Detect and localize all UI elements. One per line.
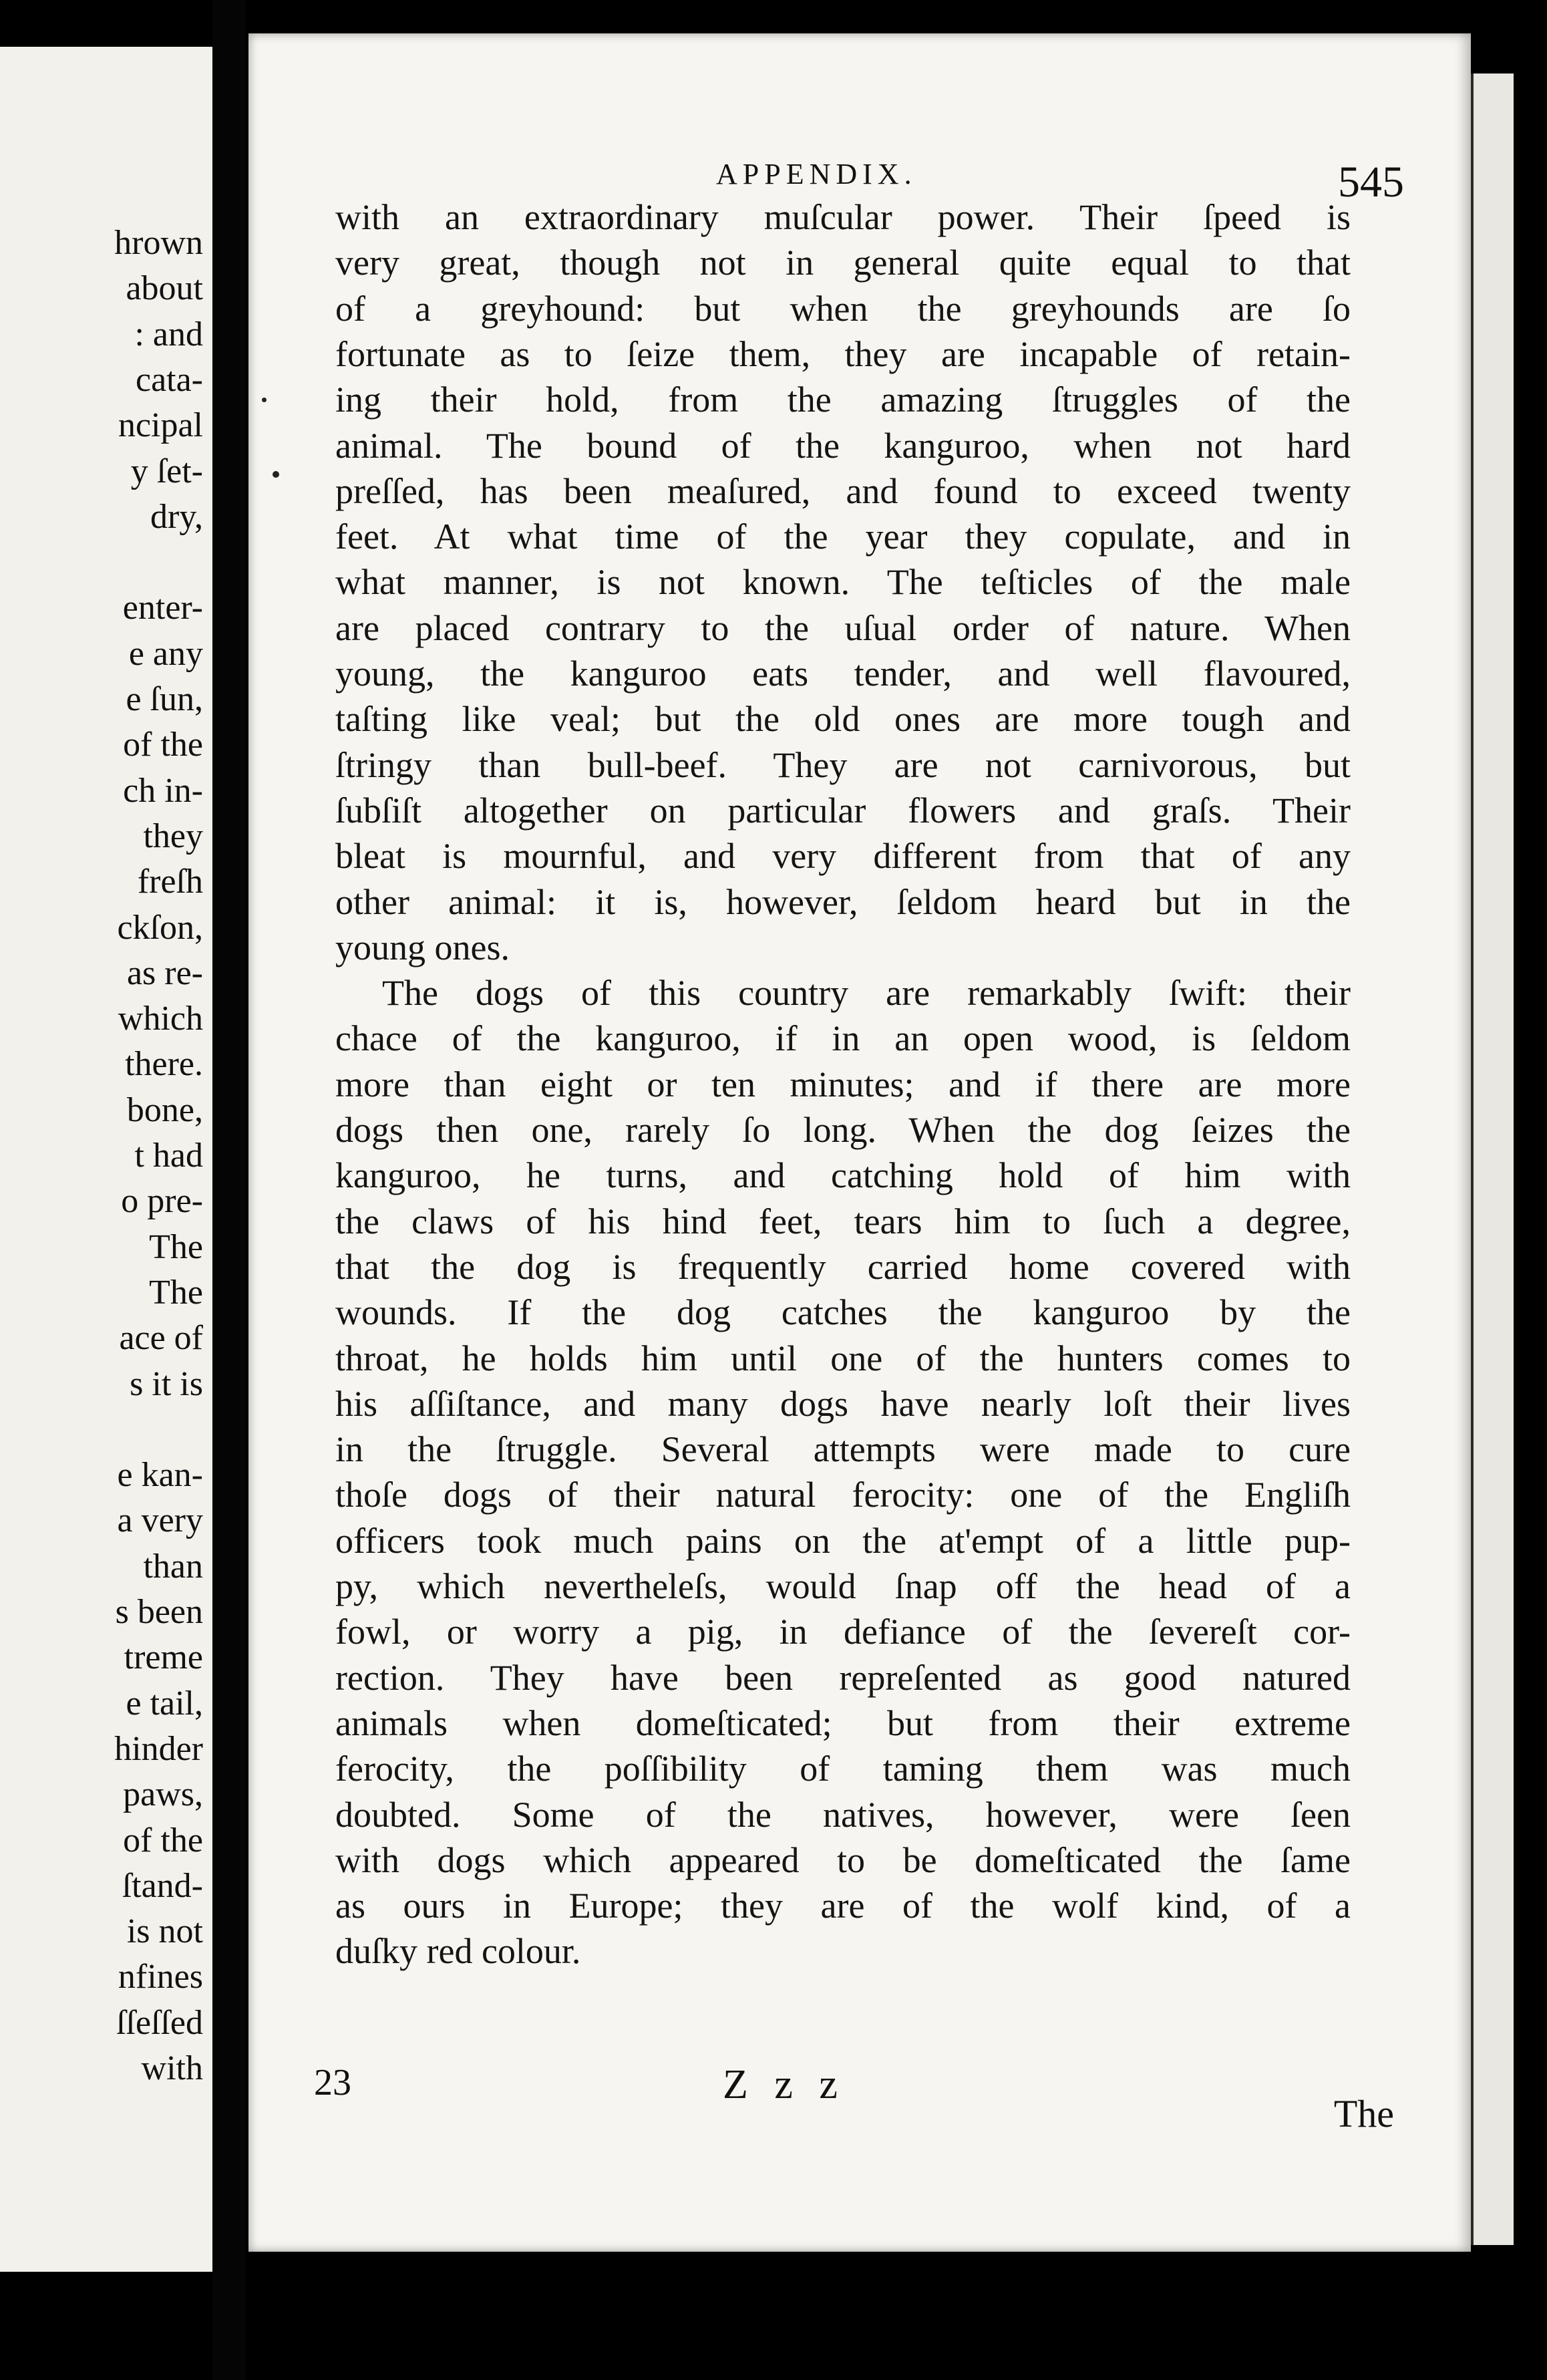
body-text-line: ſubſiſt altogether on particular flowers and graſs. Their [335,790,1351,831]
body-text-line: throat, he holds him until one of the hunters comes to [335,1338,1351,1378]
running-head: APPENDIX. [716,158,917,190]
body-text-line: of a greyhound: but when the greyhounds are ſo [335,288,1351,329]
body-text-line: young ones. [335,927,510,968]
facing-page-line: ncipal [118,406,203,445]
body-text-line: doubted. Some of the natives, however, were ſeen [335,1794,1351,1835]
signature-mark: Z z z [723,2062,846,2107]
facing-page-line: freſh [137,863,203,901]
facing-page-line: than [143,1547,203,1586]
facing-page-line: of the [123,726,203,764]
facing-page-line: e ſun, [126,680,203,718]
facing-page-line: ſtand- [122,1866,203,1905]
body-text-line: his aſſiſtance, and many dogs have nearly loſt their lives [335,1383,1351,1424]
facing-page-line: ckſon, [117,908,203,947]
body-text-line: thoſe dogs of their natural ferocity: one of the Engliſh [335,1475,1351,1515]
body-text-line: chace of the kanguroo, if in an open wood, is ſeldom [335,1018,1351,1059]
facing-page-line: dry, [150,497,203,536]
facing-page-line: The [149,1227,203,1266]
page-number: 545 [1338,158,1404,206]
facing-page-line: as re- [126,953,203,992]
body-text-line: py, which nevertheleſs, would ſnap off the head of a [335,1566,1351,1606]
page-edge [1471,73,1514,2245]
body-text-line: duſky red colour. [335,1931,581,1972]
body-text-line: very great, though not in general quite equal to that [335,243,1351,283]
facing-page-line: paws, [123,1775,203,1814]
body-text-line: feet. At what time of the year they copulate, and in [335,516,1351,557]
facing-page-line: ſſeſſed [116,2003,203,2042]
facing-page-line: t had [134,1137,203,1175]
facing-page-line: e any [128,634,203,673]
facing-page-line: there. [125,1045,203,1084]
body-text-line: more than eight or ten minutes; and if there are more [335,1064,1351,1104]
facing-page-line: they [143,816,203,855]
facing-page-line: e tail, [126,1684,203,1723]
body-text-line: fowl, or worry a pig, in defiance of the ſevereſt cor- [335,1612,1351,1652]
facing-page-line: y ſet- [130,452,203,490]
facing-page [0,47,216,2272]
body-text-line: fortunate as to ſeize them, they are incapable of retain- [335,333,1351,374]
body-text-line: dogs then one, rarely ſo long. When the dog ſeizes the [335,1110,1351,1150]
body-text-line: The dogs of this country are remarkably ſwift: their [382,973,1351,1014]
facing-page-line: s it is [130,1364,203,1403]
body-text-line: bleat is mournful, and very different from that of any [335,836,1351,877]
sheet-number: 23 [314,2062,351,2103]
facing-page-line: about [126,269,203,308]
facing-page-line: enter- [122,589,203,627]
facing-page-line: ch in- [123,771,203,810]
body-text-line: animal. The bound of the kanguroo, when not hard [335,425,1351,466]
margin-mark [273,471,279,478]
body-text-line: ferocity, the poſſibility of taming them was much [335,1749,1351,1789]
facing-page-line: which [118,1000,203,1038]
body-text-line: with an extraordinary muſcular power. Their ſpeed is [335,197,1351,237]
body-text-line: ing their hold, from the amazing ſtruggles of the [335,380,1351,420]
facing-page-line: : and [134,315,203,353]
body-text-line: are placed contrary to the uſual order of nature. When [335,607,1351,648]
facing-page-line: hinder [114,1729,203,1768]
body-text-line: officers took much pains on the at'empt of a little pup- [335,1520,1351,1561]
facing-page-line: with [141,2049,203,2087]
facing-page-line: is not [126,1912,203,1951]
facing-page-line: s been [115,1593,203,1631]
body-text-line: taſting like veal; but the old ones are more tough and [335,699,1351,740]
facing-page-line: hrown [114,224,203,262]
facing-page-line: The [149,1273,203,1312]
body-text-line: animals when domeſticated; but from their extreme [335,1702,1351,1743]
facing-page-line: e kan- [117,1456,203,1495]
body-text-line: rection. They have been repreſented as good natured [335,1657,1351,1698]
body-text-line: in the ſtruggle. Several attempts were made to cure [335,1429,1351,1470]
facing-page-line: ace of [119,1319,203,1358]
facing-page-line: bone, [126,1090,203,1129]
margin-mark [262,398,267,402]
body-text-line: that the dog is frequently carried home covered with [335,1246,1351,1287]
catchword: The [1333,2092,1394,2135]
body-text-line: the claws of his hind feet, tears him to ſuch a degree, [335,1201,1351,1241]
body-text-line: preſſed, has been meaſured, and found to exceed twenty [335,470,1351,511]
body-text-line: other animal: it is, however, ſeldom heard but in the [335,881,1351,922]
facing-page-line: of the [123,1821,203,1860]
facing-page-line: a very [117,1501,203,1540]
body-text-line: wounds. If the dog catches the kanguroo by the [335,1292,1351,1333]
body-text-line: as ours in Europe; they are of the wolf kind, of a [335,1886,1351,1926]
book-page [248,33,1471,2252]
facing-page-line: cata- [135,360,203,399]
body-text-line: what manner, is not known. The teſticles of the male [335,562,1351,603]
body-text-line: ſtringy than bull-beef. They are not carnivorous, but [335,744,1351,785]
facing-page-line: treme [124,1638,203,1677]
body-text-line: kanguroo, he turns, and catching hold of him with [335,1155,1351,1196]
body-text-line: young, the kanguroo eats tender, and well flavoured, [335,653,1351,694]
body-text-line: with dogs which appeared to be domeſticated the ſame [335,1839,1351,1880]
book-gutter [212,0,246,2380]
facing-page-line: o pre- [121,1182,203,1221]
facing-page-line: nfines [118,1958,203,1996]
